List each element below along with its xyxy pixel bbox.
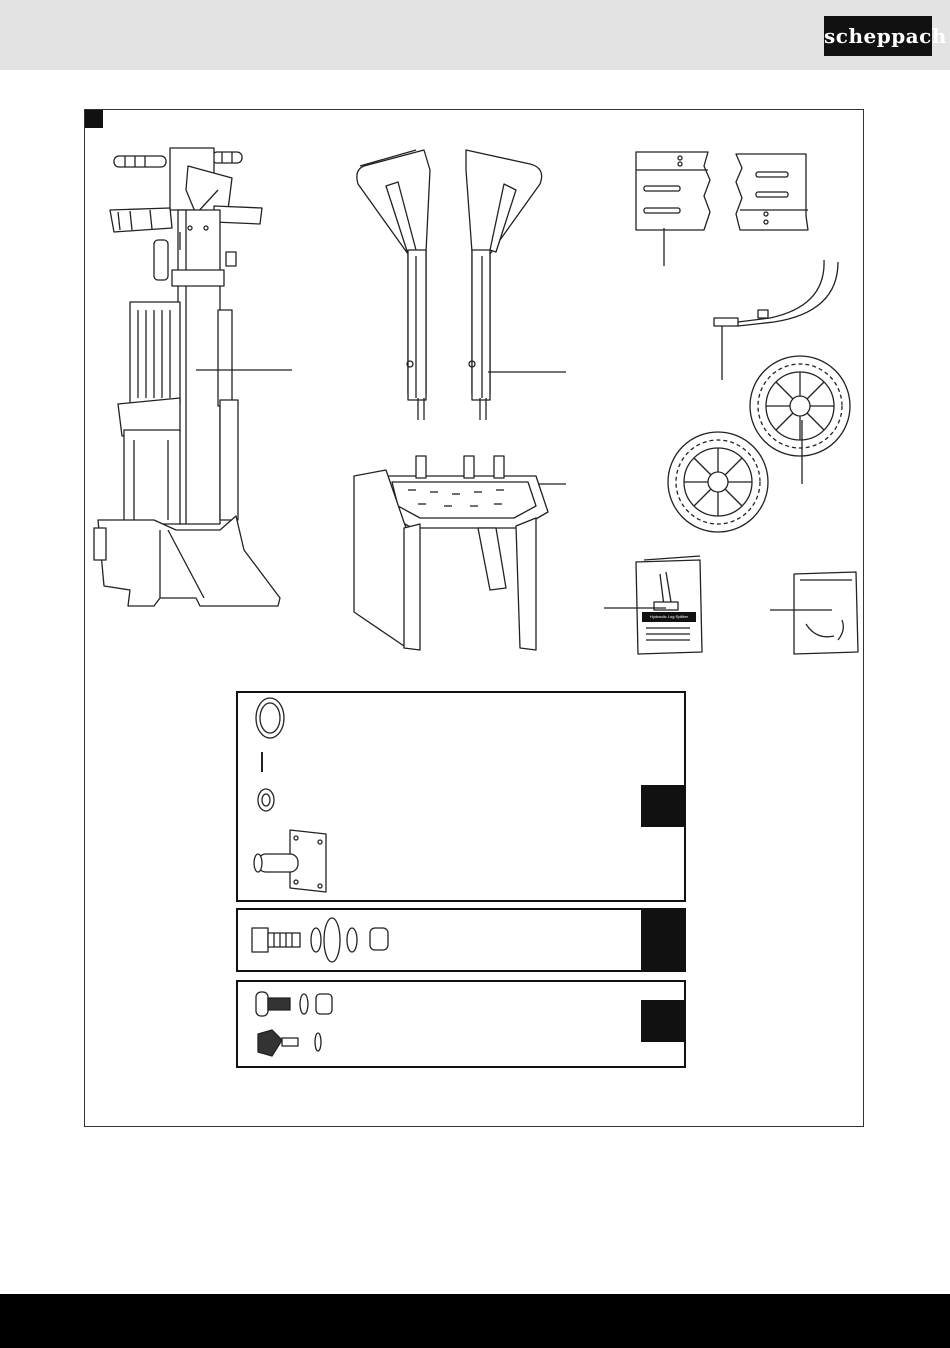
accessory-bag [770,572,858,654]
hardware-box-1-tab [641,785,686,827]
brand-logo: scheppach [824,16,932,56]
handle-arms [357,150,566,420]
wheels [668,356,850,532]
hardware-box-1 [236,691,686,902]
operating-manual [604,556,702,654]
page-footer [0,1294,950,1348]
log-splitter-column [94,148,292,606]
mounting-brackets [636,152,808,266]
support-table [354,456,566,650]
hardware-box-3-tab [641,1000,686,1042]
hardware-box-2-tab [641,908,686,972]
hardware-box-3 [236,980,686,1068]
manual-cover-title: Hydraulic Log Splitter [649,614,689,619]
hardware-box-2 [236,908,686,972]
